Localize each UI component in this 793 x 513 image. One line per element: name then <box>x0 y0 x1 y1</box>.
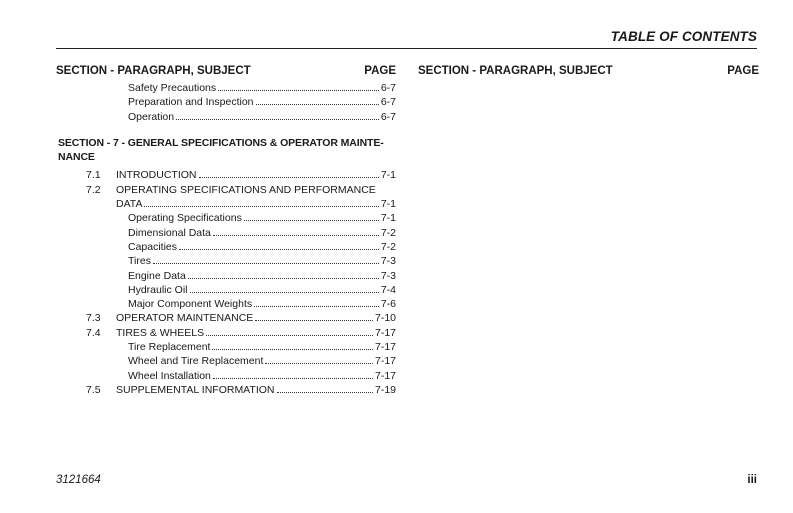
section-heading <box>56 136 396 165</box>
leader-dots <box>153 263 379 264</box>
toc-entry-title: Operating Specifications <box>128 212 242 225</box>
toc-entry-page: 7-10 <box>374 312 396 325</box>
section-heading-line: SECTION - 7 - GENERAL SPECIFICATIONS & OPERATOR MAINTE- <box>58 136 384 149</box>
toc-entry-title: SUPPLEMENTAL INFORMATION <box>116 383 275 396</box>
toc-entry-number: 7.1 <box>86 169 101 182</box>
toc-entry-title: Tire Replacement <box>128 341 211 354</box>
leader-dots <box>213 235 379 236</box>
leader-dots <box>144 206 378 207</box>
toc-subentry[interactable] <box>56 283 396 297</box>
leader-dots <box>190 292 379 293</box>
toc-entry-7-2-continued[interactable] <box>56 197 396 211</box>
toc-entry-title: Wheel and Tire Replacement <box>128 355 264 368</box>
toc-entry-title: Operation <box>128 110 175 123</box>
toc-entry-page: 6-7 <box>380 82 396 94</box>
toc-entry-number: 7.3 <box>86 312 101 325</box>
toc-entry-title: Dimensional Data <box>128 226 211 239</box>
toc-entry[interactable] <box>56 110 396 124</box>
column-heading <box>56 64 396 78</box>
toc-entry-number: 7.2 <box>86 183 101 196</box>
toc-entry-page: 7-1 <box>380 198 396 211</box>
toc-subentry[interactable] <box>56 354 396 368</box>
toc-entry-page: 7-17 <box>374 326 396 339</box>
section-heading-line: NANCE <box>58 151 95 164</box>
toc-entry-title: DATA <box>116 198 143 211</box>
toc-entry-page: 7-19 <box>374 383 396 396</box>
toc-subentry[interactable] <box>56 240 396 254</box>
toc-entry-title: Major Component Weights <box>128 298 253 311</box>
toc-entry-page: 7-17 <box>374 355 396 368</box>
toc-entry-page: 7-1 <box>380 169 396 182</box>
toc-entry-page: 7-17 <box>374 341 396 354</box>
leader-dots <box>206 335 373 336</box>
leader-dots <box>188 278 379 279</box>
leader-dots <box>213 378 373 379</box>
leader-dots <box>256 104 379 105</box>
toc-entry[interactable] <box>56 95 396 109</box>
toc-entry-title: OPERATING SPECIFICATIONS AND PERFORMANCE <box>116 183 376 196</box>
toc-entry-page: 7-17 <box>374 369 396 382</box>
leader-dots <box>199 177 379 178</box>
toc-subentry[interactable] <box>56 226 396 240</box>
footer-document-number: 3121664 <box>56 474 101 486</box>
toc-entry-title: INTRODUCTION <box>116 169 197 182</box>
toc-left-column <box>56 64 396 397</box>
toc-entry-7-2[interactable] <box>56 183 396 197</box>
toc-entry-title: OPERATOR MAINTENANCE <box>116 312 254 325</box>
toc-entry-number: 7.4 <box>86 326 101 339</box>
toc-entry-title: Tires <box>128 255 151 268</box>
toc-entry-7-3[interactable] <box>56 311 396 325</box>
toc-right-column <box>418 64 759 78</box>
header-rule <box>56 48 757 49</box>
toc-subentry[interactable] <box>56 254 396 268</box>
toc-entry[interactable] <box>56 81 396 95</box>
leader-dots <box>244 220 379 221</box>
toc-subentry[interactable] <box>56 297 396 311</box>
toc-entry-title: Safety Precautions <box>128 82 217 94</box>
page-header-title: TABLE OF CONTENTS <box>610 29 757 44</box>
leader-dots <box>212 349 373 350</box>
toc-entry-7-5[interactable] <box>56 383 396 397</box>
leader-dots <box>179 249 379 250</box>
toc-entry-page: 6-7 <box>380 96 396 109</box>
toc-entry-number: 7.5 <box>86 383 101 396</box>
toc-entry-page: 7-2 <box>380 226 396 239</box>
leader-dots <box>265 363 373 364</box>
toc-subentry[interactable] <box>56 211 396 225</box>
toc-entry-page: 7-6 <box>380 298 396 311</box>
leader-dots <box>218 90 379 91</box>
toc-entry-title: TIRES & WHEELS <box>116 326 205 339</box>
toc-subentry[interactable] <box>56 269 396 283</box>
toc-entry-7-4[interactable] <box>56 326 396 340</box>
toc-entry-title: Preparation and Inspection <box>128 96 254 109</box>
toc-entry-page: 7-2 <box>380 240 396 253</box>
column-heading <box>418 64 759 78</box>
column-heading-page: PAGE <box>364 65 396 77</box>
toc-entry-page: 6-7 <box>380 110 396 123</box>
column-heading-page: PAGE <box>727 65 759 77</box>
toc-entry-title: Engine Data <box>128 269 186 282</box>
leader-dots <box>277 392 373 393</box>
toc-entry-title: Hydraulic Oil <box>128 283 188 296</box>
column-heading-subject: SECTION - PARAGRAPH, SUBJECT <box>56 65 251 77</box>
toc-entry-page: 7-1 <box>380 212 396 225</box>
toc-entry-page: 7-3 <box>380 269 396 282</box>
toc-entry-title: Capacities <box>128 240 178 253</box>
leader-dots <box>176 119 379 120</box>
toc-entry-page: 7-3 <box>380 255 396 268</box>
toc-subentry[interactable] <box>56 369 396 383</box>
toc-entry-title: Wheel Installation <box>128 369 211 382</box>
leader-dots <box>255 320 373 321</box>
column-heading-subject: SECTION - PARAGRAPH, SUBJECT <box>418 65 613 77</box>
leader-dots <box>254 306 379 307</box>
toc-entry-7-1[interactable] <box>56 168 396 182</box>
footer-page-number: iii <box>747 474 757 486</box>
toc-subentry[interactable] <box>56 340 396 354</box>
toc-entry-page: 7-4 <box>380 283 396 296</box>
